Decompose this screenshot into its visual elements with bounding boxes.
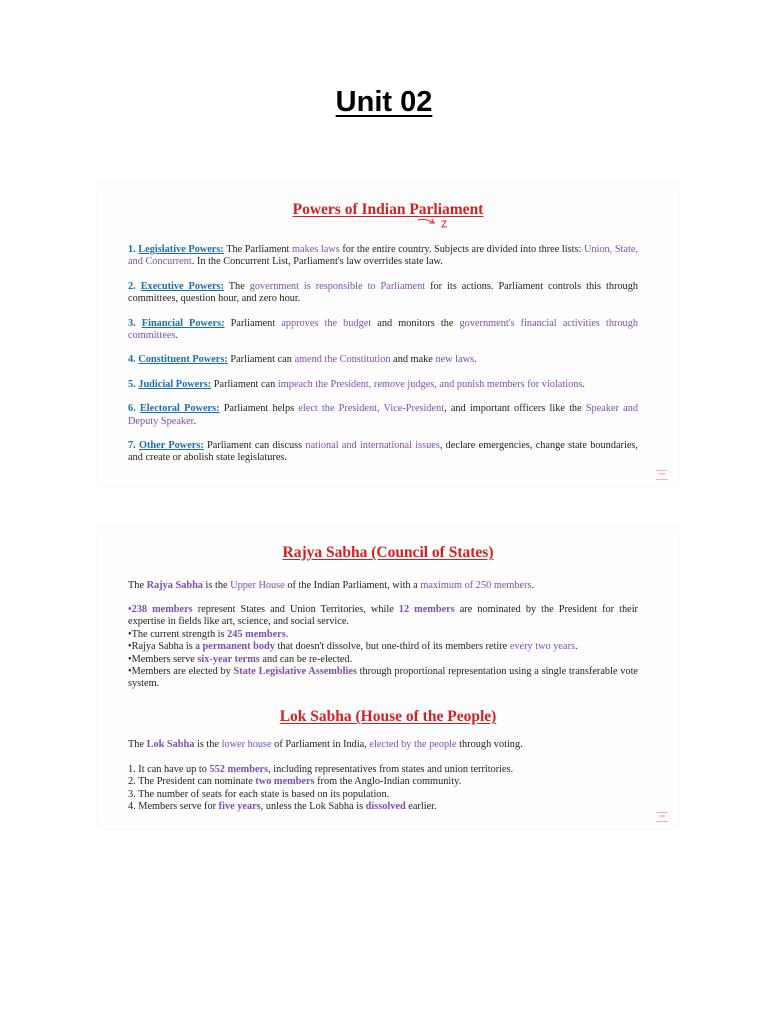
body-text: •Members are elected by — [128, 666, 234, 678]
watermark-stamp-icon — [656, 470, 668, 480]
body-text: . — [582, 378, 585, 390]
highlighted-text: Union, State, and Concurrent — [128, 244, 638, 268]
lok-point — [128, 776, 638, 788]
body-text: The — [128, 580, 147, 591]
highlighted-text: six-year terms — [197, 653, 260, 665]
power-number: 7. — [128, 440, 139, 452]
body-text: Parliament can — [211, 378, 278, 390]
body-text: . — [531, 580, 535, 591]
body-text: 1. It can have up to — [128, 764, 210, 775]
power-label: Legislative Powers: — [138, 244, 224, 255]
lok-point — [128, 789, 638, 801]
highlighted-text: 552 members — [209, 764, 269, 775]
body-text: of Parliament in India, — [271, 739, 370, 750]
highlighted-text: maximum of 250 members — [420, 580, 532, 591]
watermark-stamp-icon — [656, 812, 668, 822]
highlighted-text: Speaker and Deputy Speaker — [128, 403, 638, 427]
body-text: . — [474, 354, 477, 366]
body-text: •Members serve — [128, 653, 198, 665]
power-number: 4. — [128, 354, 139, 366]
body-text: . — [575, 641, 578, 653]
lok-points — [128, 764, 638, 814]
body-text: Parliament — [224, 317, 282, 329]
highlighted-text: dissolved — [365, 801, 406, 813]
lok-point — [128, 764, 638, 776]
highlighted-text: elected by the people — [369, 739, 457, 750]
highlighted-text: impeach the President, remove judges, and punish members for violations — [277, 378, 583, 390]
houses-card — [98, 528, 678, 828]
highlighted-text: State Legislative Assemblies — [233, 666, 357, 678]
power-label: Electoral Powers: — [139, 403, 220, 415]
rajya-bullet — [128, 629, 638, 641]
body-text: earlier. — [405, 801, 437, 813]
power-label: Executive Powers: — [140, 280, 224, 292]
highlighted-text: government's financial activities through committees — [128, 317, 639, 342]
body-text: Parliament helps — [219, 403, 299, 415]
page-title: Unit 02 — [335, 86, 433, 118]
body-text: 4. Members serve for — [128, 801, 219, 813]
body-text: that doesn't dissolve, but one-third of its members retire — [274, 641, 510, 653]
lok-heading: Lok Sabha (House of the People) — [279, 708, 497, 725]
body-text: and monitors the — [371, 317, 460, 329]
highlighted-text: 245 members — [227, 628, 286, 640]
powers-card — [98, 184, 678, 486]
body-text: , declare emergencies, change state boundaries, and create or abolish state legislatures. — [128, 440, 638, 464]
handwritten-arrow-icon — [416, 216, 456, 230]
highlighted-text: 12 members — [398, 604, 455, 615]
power-number: 6. — [128, 403, 140, 415]
body-text: . — [193, 415, 197, 427]
body-text: , including representatives from states and union territories. — [268, 764, 514, 775]
body-text: through proportional representation using a single transferable vote system. — [128, 666, 638, 690]
body-text: •Rajya Sabha is a — [128, 641, 203, 653]
power-item-electoral — [128, 403, 638, 428]
highlighted-text: government is responsible to Parliament — [249, 280, 426, 292]
power-item-financial — [128, 318, 638, 343]
body-text: •The current strength is — [128, 628, 228, 640]
rajya-heading: Rajya Sabha (Council of States) — [282, 544, 494, 561]
highlighted-text: approves the budget — [281, 317, 372, 329]
highlighted-text: elect the President, Vice-President — [298, 403, 445, 415]
body-text: . In the Concurrent List, Parliament's law overrides state law. — [191, 256, 443, 268]
highlighted-text: two members — [255, 776, 315, 788]
body-text: and make — [390, 354, 436, 366]
highlighted-text: Upper House — [230, 580, 285, 591]
highlighted-text: Rajya Sabha — [146, 580, 203, 591]
body-text: , and important officers like the — [444, 403, 586, 415]
body-text: represent States and Union Territories, while — [192, 604, 399, 615]
highlighted-text: five years — [218, 801, 261, 813]
rajya-bullet — [128, 666, 638, 691]
lok-point — [128, 801, 638, 813]
body-text: . — [285, 628, 289, 640]
body-text: The Parliament — [223, 244, 292, 255]
power-item-constituent — [128, 354, 638, 366]
body-text: through voting. — [456, 739, 523, 750]
body-text: , unless the Lok Sabha is — [260, 801, 366, 813]
power-number: 2. — [128, 280, 141, 292]
highlighted-text: national and international issues — [305, 440, 440, 452]
power-label: Constituent Powers: — [138, 354, 228, 366]
power-item-executive — [128, 281, 638, 306]
rajya-bullet — [128, 654, 638, 666]
powers-heading: Powers of Indian Parliament — [292, 201, 484, 218]
highlighted-text: makes laws — [292, 244, 340, 255]
body-text: of the Indian Parliament, with a — [284, 580, 421, 591]
body-text: The — [224, 280, 250, 292]
lok-intro — [128, 739, 638, 751]
power-item-judicial — [128, 379, 638, 391]
body-text: for the entire country. Subjects are divided into three lists: — [339, 244, 584, 255]
power-label: Other Powers: — [138, 440, 204, 452]
body-text: 2. The President can nominate — [128, 776, 256, 788]
power-item-legislative — [128, 244, 638, 269]
body-text: for its actions. Parliament controls this through committees, question hour, and zero hour. — [128, 280, 639, 305]
rajya-bullets — [128, 604, 638, 691]
body-text: are nominated by the President for their expertise in fields like art, science, and social service. — [128, 604, 638, 628]
highlighted-text: •238 members — [128, 604, 193, 615]
body-text: The — [128, 739, 147, 750]
body-text: Parliament can discuss — [203, 440, 306, 452]
rajya-bullet — [128, 641, 638, 653]
rajya-bullet — [128, 604, 638, 629]
power-label: Judicial Powers: — [138, 378, 212, 390]
body-text: 3. The number of seats for each state is based on its population. — [128, 788, 390, 800]
highlighted-text: every two years — [509, 641, 576, 653]
power-number: 3. — [128, 317, 142, 329]
highlighted-text: amend the Constitution — [294, 354, 391, 366]
highlighted-text: permanent body — [202, 641, 275, 653]
body-text: and can be re-elected. — [259, 653, 353, 665]
powers-list — [128, 244, 638, 465]
body-text: Parliament can — [227, 354, 295, 366]
rajya-intro — [128, 580, 638, 592]
highlighted-text: lower house — [221, 739, 272, 750]
body-text: is the — [194, 739, 222, 750]
power-label: Financial Powers: — [141, 317, 225, 329]
power-item-other — [128, 440, 638, 465]
power-number: 1. — [128, 244, 139, 255]
body-text: . — [175, 330, 179, 342]
highlighted-text: new laws — [435, 354, 475, 366]
power-number: 5. — [128, 378, 139, 390]
body-text: from the Anglo-Indian community. — [314, 776, 462, 788]
highlighted-text: Lok Sabha — [146, 739, 195, 750]
body-text: is the — [202, 580, 231, 591]
